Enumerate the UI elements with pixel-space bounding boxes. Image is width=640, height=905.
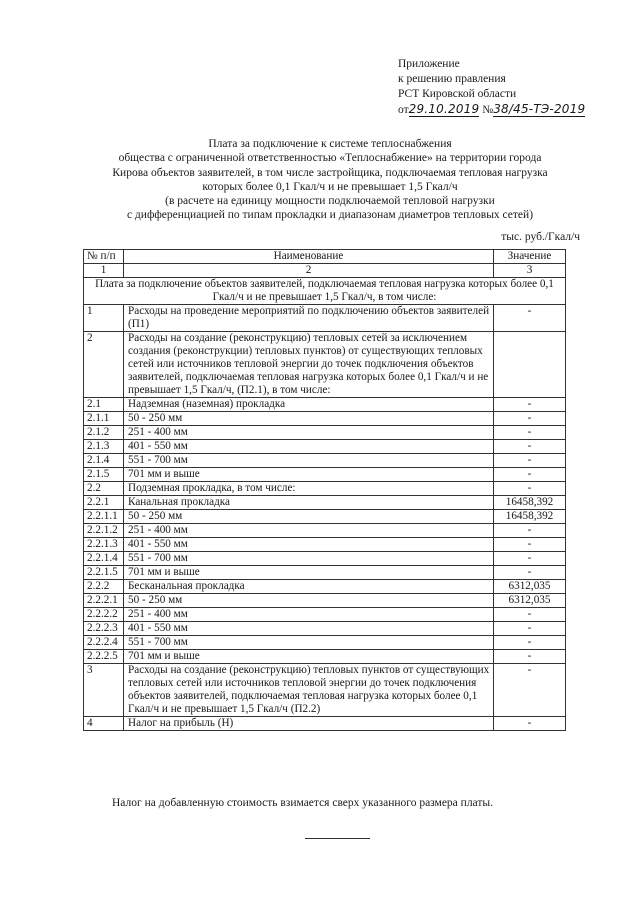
row-number: 2.2.1.4 <box>84 552 124 566</box>
row-number: 2.2.2.5 <box>84 650 124 664</box>
fee-table <box>83 249 566 731</box>
table-row <box>84 482 566 496</box>
row-number: 2.2.2.1 <box>84 594 124 608</box>
row-value: - <box>494 468 566 482</box>
table-row <box>84 468 566 482</box>
row-value: - <box>494 398 566 412</box>
row-number: 2.2 <box>84 482 124 496</box>
row-value: - <box>494 717 566 731</box>
row-value: - <box>494 552 566 566</box>
row-number: 2.2.1.1 <box>84 510 124 524</box>
row-number: 2 <box>84 332 124 398</box>
table-row <box>84 426 566 440</box>
row-number: 3 <box>84 664 124 717</box>
table-section-row <box>84 278 566 305</box>
appendix-block <box>398 57 585 118</box>
appendix-number-label: № <box>482 104 494 116</box>
row-name: 401 - 550 мм <box>124 622 494 636</box>
table-row <box>84 510 566 524</box>
row-value: 6312,035 <box>494 580 566 594</box>
table-row <box>84 454 566 468</box>
colnum-1: 1 <box>84 264 124 278</box>
closing-line <box>305 838 370 839</box>
table-row <box>84 332 566 398</box>
appendix-line-1: Приложение <box>398 58 460 70</box>
header-number: № п/п <box>84 250 124 264</box>
row-number: 2.2.2.3 <box>84 622 124 636</box>
row-value: - <box>494 650 566 664</box>
row-number: 2.2.2 <box>84 580 124 594</box>
table-row <box>84 622 566 636</box>
row-value: - <box>494 608 566 622</box>
table-row <box>84 566 566 580</box>
vat-footnote: Налог на добавленную стоимость взимается сверх указанного размера платы. <box>112 797 493 809</box>
row-value: 16458,392 <box>494 510 566 524</box>
row-name: Расходы на проведение мероприятий по подключению объектов заявителей (П1) <box>124 305 494 332</box>
row-value: - <box>494 566 566 580</box>
row-name: 701 мм и выше <box>124 566 494 580</box>
row-value: 6312,035 <box>494 594 566 608</box>
appendix-date: 29.10.2019 <box>408 102 480 116</box>
row-name: Налог на прибыль (Н) <box>124 717 494 731</box>
table-row <box>84 594 566 608</box>
row-name: Канальная прокладка <box>124 496 494 510</box>
title-line-4: которых более 0,1 Гкал/ч и не превышает 1,5 Гкал/ч <box>202 180 458 193</box>
table-row <box>84 398 566 412</box>
appendix-number: 38/45-ТЭ-2019 <box>493 102 586 116</box>
row-number: 2.2.2.2 <box>84 608 124 622</box>
document-title <box>60 137 600 223</box>
title-line-5: (в расчете на единицу мощности подключаемой тепловой нагрузки <box>165 195 495 208</box>
table-row <box>84 305 566 332</box>
row-value: - <box>494 412 566 426</box>
appendix-line-2: к решению правления <box>398 73 506 85</box>
row-value: - <box>494 538 566 552</box>
table-row <box>84 580 566 594</box>
title-line-6: с дифференциацией по типам прокладки и диапазонам диаметров тепловых сетей) <box>126 209 534 222</box>
row-value: - <box>494 482 566 496</box>
row-value: - <box>494 636 566 650</box>
row-name: Подземная прокладка, в том числе: <box>124 482 494 496</box>
row-value: - <box>494 440 566 454</box>
row-name: 251 - 400 мм <box>124 524 494 538</box>
table-row <box>84 538 566 552</box>
row-name: 50 - 250 мм <box>124 412 494 426</box>
table-row <box>84 412 566 426</box>
row-number: 2.2.2.4 <box>84 636 124 650</box>
table-row <box>84 636 566 650</box>
fee-table-body <box>84 250 566 731</box>
row-name: 401 - 550 мм <box>124 440 494 454</box>
row-value: - <box>494 305 566 332</box>
row-number: 2.2.1.2 <box>84 524 124 538</box>
section-heading: Плата за подключение объектов заявителей, подключаемая тепловая нагрузка которых более 0,1 Гкал/ч и не превышает 1,5 Гкал/ч, в том числе: <box>84 278 566 305</box>
row-number: 2.1.4 <box>84 454 124 468</box>
row-name: Надземная (наземная) прокладка <box>124 398 494 412</box>
header-name: Наименование <box>124 250 494 264</box>
row-number: 2.1.2 <box>84 426 124 440</box>
row-name: Расходы на создание (реконструкцию) тепловых пунктов от существующих тепловых сетей или источников тепловой энергии до точек подключения объектов заявителей, подключаемая тепловая нагрузка которых более 0,1 Гкал/ч и не превышает 1,5 Гкал/ч (П2.2) <box>124 664 494 717</box>
colnum-3: 3 <box>494 264 566 278</box>
row-number: 2.2.1 <box>84 496 124 510</box>
appendix-date-line <box>398 102 585 118</box>
table-row <box>84 524 566 538</box>
table-row <box>84 552 566 566</box>
row-value: - <box>494 426 566 440</box>
table-colnum-row <box>84 264 566 278</box>
row-name: 251 - 400 мм <box>124 608 494 622</box>
row-number: 2.2.1.3 <box>84 538 124 552</box>
row-number: 2.1.5 <box>84 468 124 482</box>
row-name: 251 - 400 мм <box>124 426 494 440</box>
row-name: 551 - 700 мм <box>124 636 494 650</box>
table-row <box>84 440 566 454</box>
row-value: - <box>494 622 566 636</box>
row-name: 50 - 250 мм <box>124 594 494 608</box>
row-name: Бесканальная прокладка <box>124 580 494 594</box>
table-row <box>84 650 566 664</box>
row-value <box>494 332 566 398</box>
row-number: 2.1.3 <box>84 440 124 454</box>
row-name: 551 - 700 мм <box>124 552 494 566</box>
unit-label: тыс. руб./Гкал/ч <box>501 231 580 243</box>
table-row <box>84 717 566 731</box>
row-number: 2.1.1 <box>84 412 124 426</box>
row-name: 701 мм и выше <box>124 468 494 482</box>
row-value: 16458,392 <box>494 496 566 510</box>
title-line-3: Кирова объектов заявителей, в том числе застройщика, подключаемая тепловая нагрузка <box>112 166 548 179</box>
table-row <box>84 496 566 510</box>
table-row <box>84 608 566 622</box>
row-value: - <box>494 454 566 468</box>
row-number: 2.1 <box>84 398 124 412</box>
table-row <box>84 664 566 717</box>
appendix-from-label: от <box>398 104 409 116</box>
row-number: 2.2.1.5 <box>84 566 124 580</box>
row-value: - <box>494 664 566 717</box>
title-line-2: общества с ограниченной ответственностью «Теплоснабжение» на территории города <box>118 152 542 165</box>
row-name: 551 - 700 мм <box>124 454 494 468</box>
row-name: Расходы на создание (реконструкцию) тепловых сетей за исключением создания (реконструкции) тепловых пунктов) от существующих тепловых сетей или источников тепловой энергии до точек подключения объектов заявителей, подключаемая тепловая нагрузка которых более 0,1 Гкал/ч и не превышает 1,5 Гкал/ч, (П2.1), в том числе: <box>124 332 494 398</box>
row-name: 701 мм и выше <box>124 650 494 664</box>
table-header-row <box>84 250 566 264</box>
row-name: 50 - 250 мм <box>124 510 494 524</box>
appendix-line-3: РСТ Кировской области <box>398 88 517 100</box>
header-value: Значение <box>494 250 566 264</box>
colnum-2: 2 <box>124 264 494 278</box>
row-name: 401 - 550 мм <box>124 538 494 552</box>
row-number: 1 <box>84 305 124 332</box>
title-line-1: Плата за подключение к системе теплоснабжения <box>208 138 452 150</box>
row-value: - <box>494 524 566 538</box>
row-number: 4 <box>84 717 124 731</box>
